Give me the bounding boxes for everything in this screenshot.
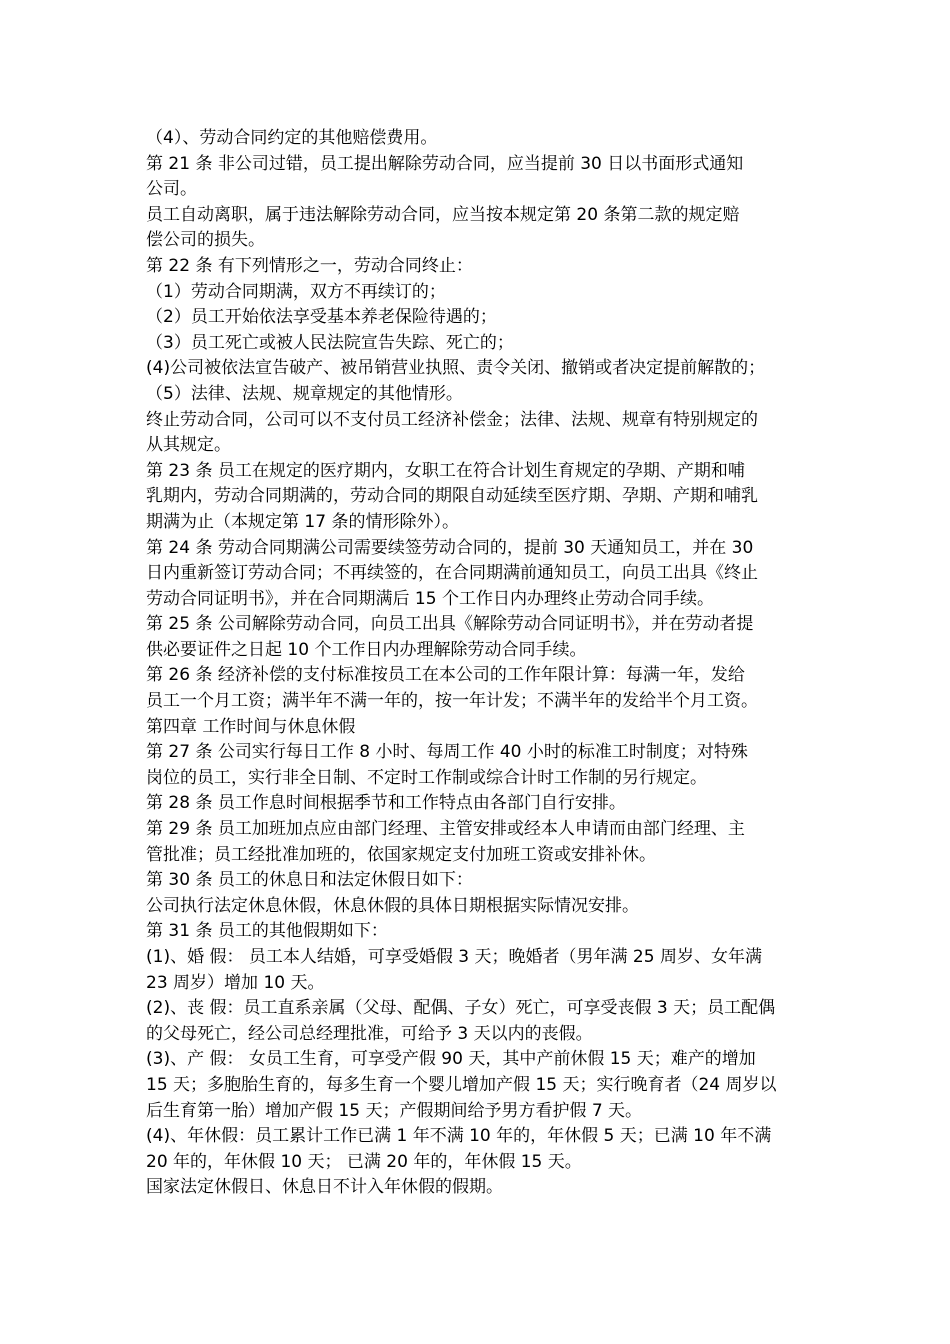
text-line: （2）员工开始依法享受基本养老保险待遇的； [146,307,497,328]
text-line: 从其规定。 [146,435,231,456]
text-line: （5）法律、法规、规章规定的其他情形。 [146,383,463,404]
text-line: （1）劳动合同期满，双方不再续订的； [146,281,446,302]
text-line: 第 22 条 有下列情形之一，劳动合同终止： [146,255,473,276]
text-line: 日内重新签订劳动合同；不再续签的，在合同期满前通知员工，向员工出具《终止 [146,563,758,584]
text-line: (4)公司被依法宣告破产、被吊销营业执照、责令关闭、撤销或者决定提前解散的； [146,358,766,379]
text-line: 第 23 条 员工在规定的医疗期内，女职工在符合计划生育规定的孕期、产期和哺 [146,460,745,481]
text-line: 第 26 条 经济补偿的支付标准按员工在本公司的工作年限计算：每满一年，发给 [146,665,745,686]
text-line: 第 28 条 员工作息时间根据季节和工作特点由各部门自行安排。 [146,793,626,814]
text-line: 第 30 条 员工的休息日和法定休假日如下： [146,870,473,891]
text-line: (4)、年休假：员工累计工作已满 1 年不满 10 年的，年休假 5 天；已满 10 年不满 [146,1126,772,1147]
text-line: 第 21 条 非公司过错，员工提出解除劳动合同，应当提前 30 日以书面形式通知 [146,153,744,174]
text-line: (3)、产 假： 女员工生育，可享受产假 90 天，其中产前休假 15 天；难产的增加 [146,1049,756,1070]
text-line: 终止劳动合同，公司可以不支付员工经济补偿金；法律、法规、规章有特别规定的 [146,409,758,430]
text-line: 员工一个月工资；满半年不满一年的，按一年计发；不满半年的发给半个月工资。 [146,691,758,712]
text-line: 乳期内，劳动合同期满的，劳动合同的期限自动延续至医疗期、孕期、产期和哺乳 [146,486,758,507]
chapter-heading: 第四章 工作时间与休息休假 [146,716,356,737]
text-line: 管批准；员工经批准加班的，依国家规定支付加班工资或安排补休。 [146,844,656,865]
text-line: 偿公司的损失。 [146,230,265,251]
text-line: 后生育第一胎）增加产假 15 天；产假期间给予男方看护假 7 天。 [146,1100,643,1121]
text-line: (2)、丧 假：员工直系亲属（父母、配偶、子女）死亡，可享受丧假 3 天；员工配偶 [146,998,776,1019]
text-line: 第 25 条 公司解除劳动合同，向员工出具《解除劳动合同证明书》，并在劳动者提 [146,614,754,635]
document-body [146,126,810,1201]
text-line: （4）、劳动合同约定的其他赔偿费用。 [146,128,438,148]
text-line: (1)、婚 假： 员工本人结婚，可享受婚假 3 天；晚婚者（男年满 25 周岁、女年满 [146,947,762,967]
text-line: 劳动合同证明书》，并在合同期满后 15 个工作日内办理终止劳动合同手续。 [146,588,714,609]
text-line: 第 31 条 员工的其他假期如下： [146,921,388,942]
text-line: 公司执行法定休息休假，休息休假的具体日期根据实际情况安排。 [146,895,639,916]
text-line: 岗位的员工，实行非全日制、不定时工作制或综合计时工作制的另行规定。 [146,767,707,788]
text-line: 第 27 条 公司实行每日工作 8 小时、每周工作 40 小时的标准工时制度；对特殊 [146,742,748,763]
text-line: 的父母死亡，经公司总经理批准，可给予 3 天以内的丧假。 [146,1023,593,1044]
text-line: 23 周岁）增加 10 天。 [146,972,325,993]
text-line: 国家法定休假日、休息日不计入年休假的假期。 [146,1177,503,1198]
text-line: 20 年的，年休假 10 天； 已满 20 年的，年休假 15 天。 [146,1151,582,1172]
text-line: 15 天；多胞胎生育的，每多生育一个婴儿增加产假 15 天；实行晚育者（24 周岁以 [146,1074,777,1095]
text-line: 第 29 条 员工加班加点应由部门经理、主管安排或经本人申请而由部门经理、主 [146,819,745,840]
text-line: 期满为止（本规定第 17 条的情形除外）。 [146,511,459,532]
text-line: 员工自动离职，属于违法解除劳动合同，应当按本规定第 20 条第二款的规定赔 [146,204,740,225]
text-line: 供必要证件之日起 10 个工作日内办理解除劳动合同手续。 [146,639,587,660]
text-line: 第 24 条 劳动合同期满公司需要续签劳动合同的，提前 30 天通知员工，并在 30 [146,537,754,558]
text-line: 公司。 [146,179,197,200]
text-line: （3）员工死亡或被人民法院宣告失踪、死亡的； [146,332,514,353]
